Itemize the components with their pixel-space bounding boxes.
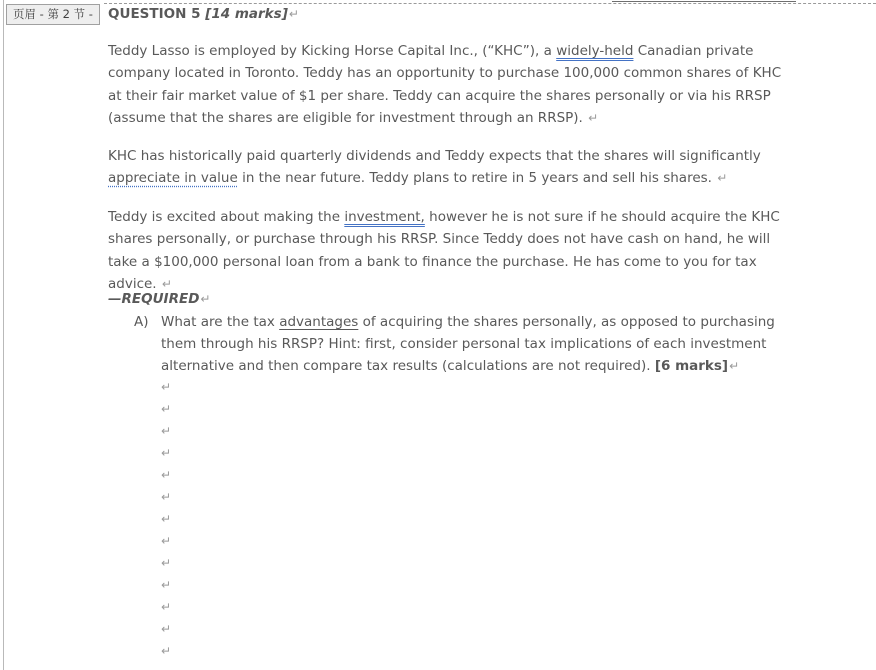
paragraph-3 xyxy=(108,206,794,296)
header-solid-segment xyxy=(612,1,796,2)
empty-paragraph-mark-icon: ↵ xyxy=(161,512,172,526)
paragraph-3-underlined: investment, xyxy=(344,209,425,225)
item-a-underlined: advantages xyxy=(279,314,359,330)
paragraph-2-text-b: in the near future. Teddy plans to retire in 5 years and sell his shares. xyxy=(237,170,712,187)
question-marks: [14 marks] xyxy=(205,6,288,22)
empty-paragraph-mark-icon: ↵ xyxy=(161,622,172,636)
empty-paragraph-mark-icon: ↵ xyxy=(161,446,172,460)
paragraph-1-text-a: Teddy Lasso is employed by Kicking Horse Capital Inc., (“KHC”), a xyxy=(108,43,557,59)
question-title xyxy=(108,5,299,23)
paragraph-mark-icon: ↵ xyxy=(288,7,299,21)
paragraph-2-text-a: KHC has historically paid quarterly dividends and Teddy expects that the shares will significantly xyxy=(108,148,761,164)
empty-paragraph-mark-icon: ↵ xyxy=(161,644,172,658)
required-heading xyxy=(108,290,210,308)
empty-paragraph-mark-icon: ↵ xyxy=(161,490,172,504)
paragraph-3-text-a: Teddy is excited about making the xyxy=(108,209,345,225)
paragraph-mark-icon: ↵ xyxy=(588,111,599,126)
header-boundary-line xyxy=(104,3,876,4)
paragraph-1 xyxy=(108,40,794,130)
empty-paragraph-mark-icon: ↵ xyxy=(161,600,172,614)
empty-paragraph-mark-icon: ↵ xyxy=(161,424,172,438)
page-left-edge xyxy=(3,0,4,670)
empty-paragraph-mark-icon: ↵ xyxy=(161,468,172,482)
required-heading-text: —REQUIRED xyxy=(108,291,200,307)
empty-paragraph-mark-icon: ↵ xyxy=(161,402,172,416)
paragraph-1-text-b: Canadian private company located in Toronto. Teddy has an opportunity to purchase 100,000 common shares of KHC at their fair market value of $1 per share. Teddy can acquire the shares personally or via his RRSP (assume that the shares are eligible for investment through an RRSP). xyxy=(108,43,782,127)
empty-paragraph-mark-icon: ↵ xyxy=(161,380,172,394)
paragraph-1-underlined: widely-held xyxy=(556,43,634,59)
paragraph-2 xyxy=(108,145,794,190)
item-a-text-a: What are the tax xyxy=(161,314,280,330)
empty-paragraph-mark-icon: ↵ xyxy=(161,534,172,548)
item-a-text xyxy=(161,311,801,377)
item-a-label: A) xyxy=(134,314,149,330)
item-a-marks: [6 marks] xyxy=(654,358,729,374)
paragraph-3-text-b: however he is not sure if he should acquire the KHC shares personally, or purchase through his RRSP. Since Teddy does not have cash on hand, he will take a $100,000 personal loan from a bank to finance the purchase. He has come to you for tax advice. xyxy=(108,209,780,293)
paragraph-mark-icon: ↵ xyxy=(200,292,211,306)
header-section-tag[interactable]: 页眉 - 第 2 节 - xyxy=(6,4,100,25)
paragraph-mark-icon: ↵ xyxy=(717,171,728,186)
empty-paragraph-mark-icon: ↵ xyxy=(161,578,172,592)
empty-paragraph-mark-icon: ↵ xyxy=(161,556,172,570)
paragraph-mark-icon: ↵ xyxy=(729,359,740,373)
paragraph-mark-icon: ↵ xyxy=(161,277,172,292)
paragraph-2-underlined: appreciate in value xyxy=(108,170,238,187)
item-a-text-b: of acquiring the shares personally, as opposed to purchasing them through his RRSP? Hint: first, consider personal tax implications of each investment alternative and then compare tax results (calculations are not required). xyxy=(161,314,775,374)
question-title-text: QUESTION 5 xyxy=(108,6,201,22)
